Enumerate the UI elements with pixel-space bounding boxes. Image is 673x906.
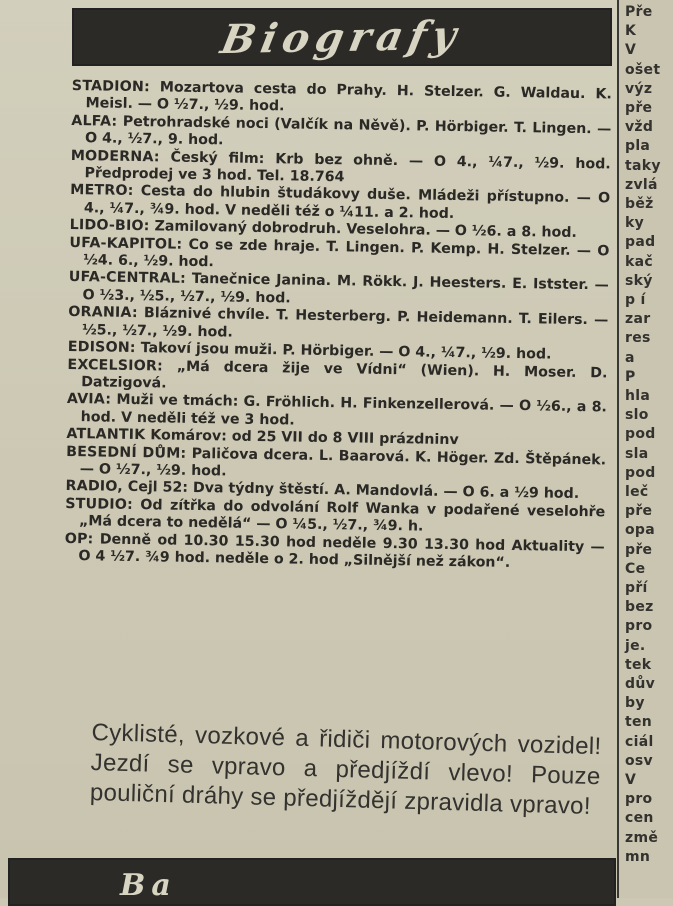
listing-text: Denně od 10.30 15.30 hod neděle 9.30 13.30 hod Aktuality — O 4 ½7. ¾9 hod. neděle o 2. hod „Silnější než zákon“. [78, 531, 605, 571]
cinema-name: BESEDNÍ DŮM: [66, 443, 187, 462]
column-fragment: mn [625, 848, 651, 865]
column-fragment: hla [625, 388, 651, 404]
listing-text: Takoví jsou muži. P. Hörbiger. — O 4., ¼7., ½9. hod. [140, 340, 552, 363]
column-fragment: běž [625, 196, 654, 212]
next-section-title-fragment: Ba [120, 868, 177, 903]
cinema-name: ATLANTIK [66, 426, 146, 444]
cinema-name: METRO: [70, 182, 134, 200]
column-fragment: vžd [625, 119, 654, 136]
column-fragment: pro [625, 618, 653, 635]
column-fragment: slo [625, 407, 649, 424]
column-fragment: ošet [625, 61, 661, 78]
listing-item [64, 531, 604, 574]
column-fragment: výz [625, 80, 653, 97]
listing-text: Muži ve tmách: G. Fröhlich. H. Finkenzellerová. — O ½6., a 8. hod. V neděli též ve 3 hod. [80, 392, 608, 429]
cinema-name: UFA-KAPITOL: [69, 234, 183, 253]
next-section-banner [8, 858, 616, 906]
cinema-name: UFA-CENTRAL: [68, 269, 187, 288]
column-fragment: pla [625, 138, 651, 155]
listing-text: Cesta do hlubin študákovy duše. Mládeži přístupno. — O 4., ¼7., ¾9. hod. V neděli též o ¼11. a 2. hod. [83, 183, 611, 222]
column-fragment: je. [625, 637, 646, 654]
listing-text: Tanečnice Janina. M. Rökk. J. Heesters. E. Istster. — O ½3., ½5., ½7., ½9. hod. [82, 271, 609, 307]
column-fragment: P [625, 368, 636, 385]
column-fragment: sla [625, 445, 649, 462]
column-fragment: ky [625, 215, 645, 232]
column-fragment: ten [625, 714, 653, 731]
cinema-name: ALFA: [71, 112, 118, 130]
section-banner [72, 8, 612, 66]
column-fragment: pod [625, 426, 656, 443]
column-fragment: Pře [625, 4, 653, 20]
listing-text: Od zítřka do odvolání Rolf Wanka v podařené veselohře „Má dcera to nedělá“ — O ¼5., ½7., ¾9. h. [78, 496, 606, 535]
column-fragment: ský [625, 272, 653, 289]
column-fragment: kač [625, 253, 653, 270]
column-fragment: V [625, 772, 637, 788]
cinema-name: RADIO, [65, 478, 124, 496]
column-fragment: res [625, 330, 651, 347]
column-fragment: pod [625, 464, 656, 481]
cinema-name: EDISON: [67, 339, 136, 357]
column-fragment: osv [625, 752, 653, 769]
column-fragment: p í [625, 292, 646, 308]
column-fragment: by [625, 695, 645, 712]
column-fragment: bez [625, 599, 654, 616]
traffic-notice: Cyklisté, vozkové a řidiči motorových vozidel! Jezdí se vpravo a předjíždí vlevo! Pouze pouliční dráhy se předjíždějí zpravidla vpravo! [89, 718, 602, 820]
column-fragment: pří [625, 580, 648, 596]
column-fragment: změ [625, 829, 659, 846]
column-fragment: pře [625, 100, 653, 116]
column-fragment: V [625, 42, 637, 59]
cinema-name: STUDIO: [65, 495, 134, 513]
section-title: Biografy [217, 11, 467, 63]
cinema-name: STADION: [71, 78, 151, 96]
cinema-name: AVIA: [66, 391, 112, 408]
cinema-name: LIDO-BIO: [69, 217, 150, 235]
column-fragment: dův [625, 676, 656, 692]
listing-text: Paličova dcera. L. Baarová. K. Höger. Zd. Štěpánek. — O ½7., ½9. hod. [79, 445, 607, 480]
column-fragment: pad [625, 234, 656, 251]
column-fragment: tek [625, 656, 652, 673]
cinema-name: ORANIA: [68, 304, 138, 322]
column-fragment: pře [625, 541, 653, 558]
listing-text: „Má dcera žije ve Vídni“ (Wien). H. Moser. D. Datzigová. [81, 358, 608, 392]
cinema-name: EXCELSIOR: [67, 356, 164, 374]
adjacent-column [617, 0, 673, 898]
column-fragment: Ce [625, 560, 646, 577]
column-fragment: taky [625, 157, 661, 174]
column-fragment: opa [625, 522, 655, 539]
listing-text: Český film: Krb bez ohně. — O 4., ¼7., ½9. hod. Předprodej ve 3 hod. Tel. 18.764 [84, 149, 611, 186]
cinema-name: OP: [64, 530, 94, 547]
listing-text: Co se zde hraje. T. Lingen. P. Kemp. H. Stelzer. — O ½4. 6., ½9. hod. [83, 236, 610, 271]
column-fragment: ciál [625, 733, 654, 750]
cinema-listings [64, 78, 612, 574]
column-fragment: a [625, 349, 635, 366]
column-fragment: zvlá [625, 176, 658, 193]
cinema-name: MODERNA: [70, 147, 160, 166]
column-fragment: K [625, 23, 637, 40]
column-fragment: leč [625, 484, 649, 500]
column-fragment: pře [625, 503, 653, 520]
listing-text: Mozartova cesta do Prahy. H. Stelzer. G. Waldau. K. Meisl. — O ½7., ½9. hod. [85, 79, 612, 115]
column-fragment: zar [625, 311, 651, 328]
listing-text: Zamilovaný dobrodruh. Veselohra. — O ½6. a 8. hod. [154, 218, 577, 242]
listing-text: Komárov: od 25 VII do 8 VIII prázdninv [150, 427, 459, 449]
listing-text: Cejl 52: Dva týdny štěstí. A. Mandovlá. — O 6. a ½9 hod. [127, 479, 580, 503]
listing-text: Petrohradské noci (Valčík na Něvě). P. Hörbiger. T. Lingen. — O 4., ½7., 9. hod. [84, 113, 612, 149]
listing-text: Bláznivé chvíle. T. Hesterberg. P. Heidemann. T. Eilers. — ½5., ½7., ½9. hod. [81, 305, 609, 341]
column-fragment: cen [625, 810, 654, 827]
column-fragment: pro [625, 791, 653, 808]
